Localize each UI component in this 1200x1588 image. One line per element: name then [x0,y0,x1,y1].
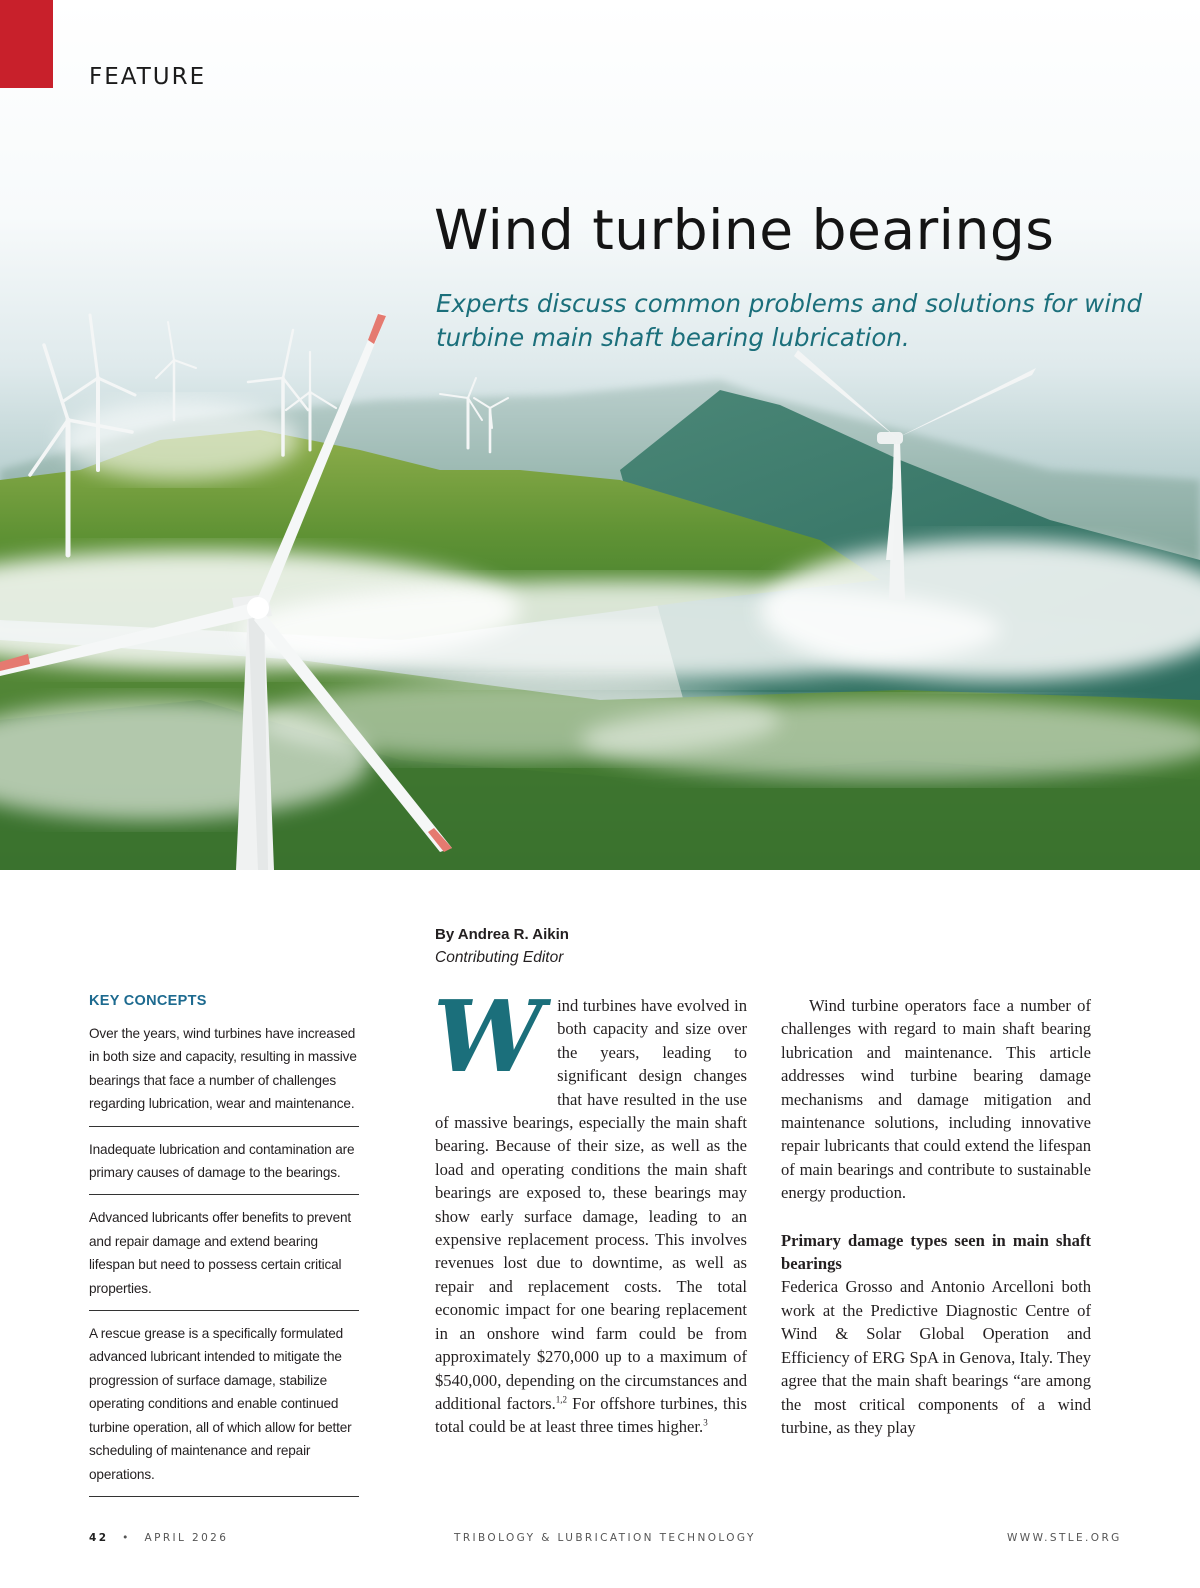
key-concept-item: Advanced lubricants offer benefits to prevent and repair damage and extend bearing lifespan but need to possess certain critical properties. [89,1206,359,1311]
page-number: 42 [89,1532,109,1544]
article-column-2 [781,994,1091,1439]
article-deck: Experts discuss common problems and solutions for wind turbine main shaft bearing lubrication. [436,289,1143,352]
footer-separator: • [122,1532,131,1544]
footer-left [89,1532,228,1544]
key-concept-item: Inadequate lubrication and contamination are primary causes of damage to the bearings. [89,1138,359,1196]
footnote-ref[interactable]: 1,2 [555,1394,567,1405]
website-link[interactable]: WWW.STLE.ORG [1007,1532,1122,1544]
section-color-tab [0,0,53,88]
footnote-ref[interactable]: 3 [703,1417,708,1428]
article-title: Wind turbine bearings [434,198,1055,262]
section-label: FEATURE [89,64,207,90]
key-concepts-sidebar [89,993,359,1508]
key-concept-item: Over the years, wind turbines have increased in both size and capacity, resulting in massive bearings that face a number of challenges regarding lubrication, wear and maintenance. [89,1022,359,1127]
key-concepts-heading: KEY CONCEPTS [89,993,207,1009]
byline-role: Contributing Editor [435,949,564,966]
article-paragraph: Wind turbine operators face a number of challenges with regard to main shaft bearing lubrication and maintenance. This article addresses wind turbine bearing damage mechanisms and damage mitigation and maintenance solutions, including innovative repair lubricants that could extend the lifespan of main bearings and contribute to sustainable energy production. [781,996,1091,1203]
paragraph-text: For offshore turbines, this total could be at least three times higher. [435,1393,747,1437]
issue-date: APRIL 2026 [144,1532,229,1544]
drop-cap: W [433,980,544,1095]
byline-author: By Andrea R. Aikin [435,926,569,943]
paragraph-text: ind turbines have evolved in both capacity and size over the years, leading to significant design changes that have resulted in the use of massive bearings, especially the main shaft bearing. Because of their size, as well as the load and operating conditions the main shaft bearings are exposed to, these bearings may show early surface damage, leading to an expensive replacement process. This involves revenues lost due to downtime, as well as repair and replacement costs. The total economic impact for one bearing replacement in an onshore wind farm could be from approximately $270,000 up to a maximum of $540,000, depending on the circumstances and additional factors. [435,996,747,1413]
article-column-1 [433,980,747,1439]
section-subhead: Primary damage types seen in main shaft bearings [781,1230,1091,1274]
article-paragraph: Federica Grosso and Antonio Arcelloni both work at the Predictive Diagnostic Centre of Wind & Solar Global Operation and Efficiency of ERG SpA in Genova, Italy. They agree that the main shaft bearings “are among the most critical components of a wind turbine, as they play [781,1277,1091,1437]
publication-name: TRIBOLOGY & LUBRICATION TECHNOLOGY [454,1532,756,1544]
key-concept-item: A rescue grease is a specifically formulated advanced lubricant intended to mitigate the progression of surface damage, stabilize operating conditions and enable continued turbine operation, all of which allow for better scheduling of maintenance and repair operations. [89,1322,359,1497]
article-paragraph [433,980,747,1439]
